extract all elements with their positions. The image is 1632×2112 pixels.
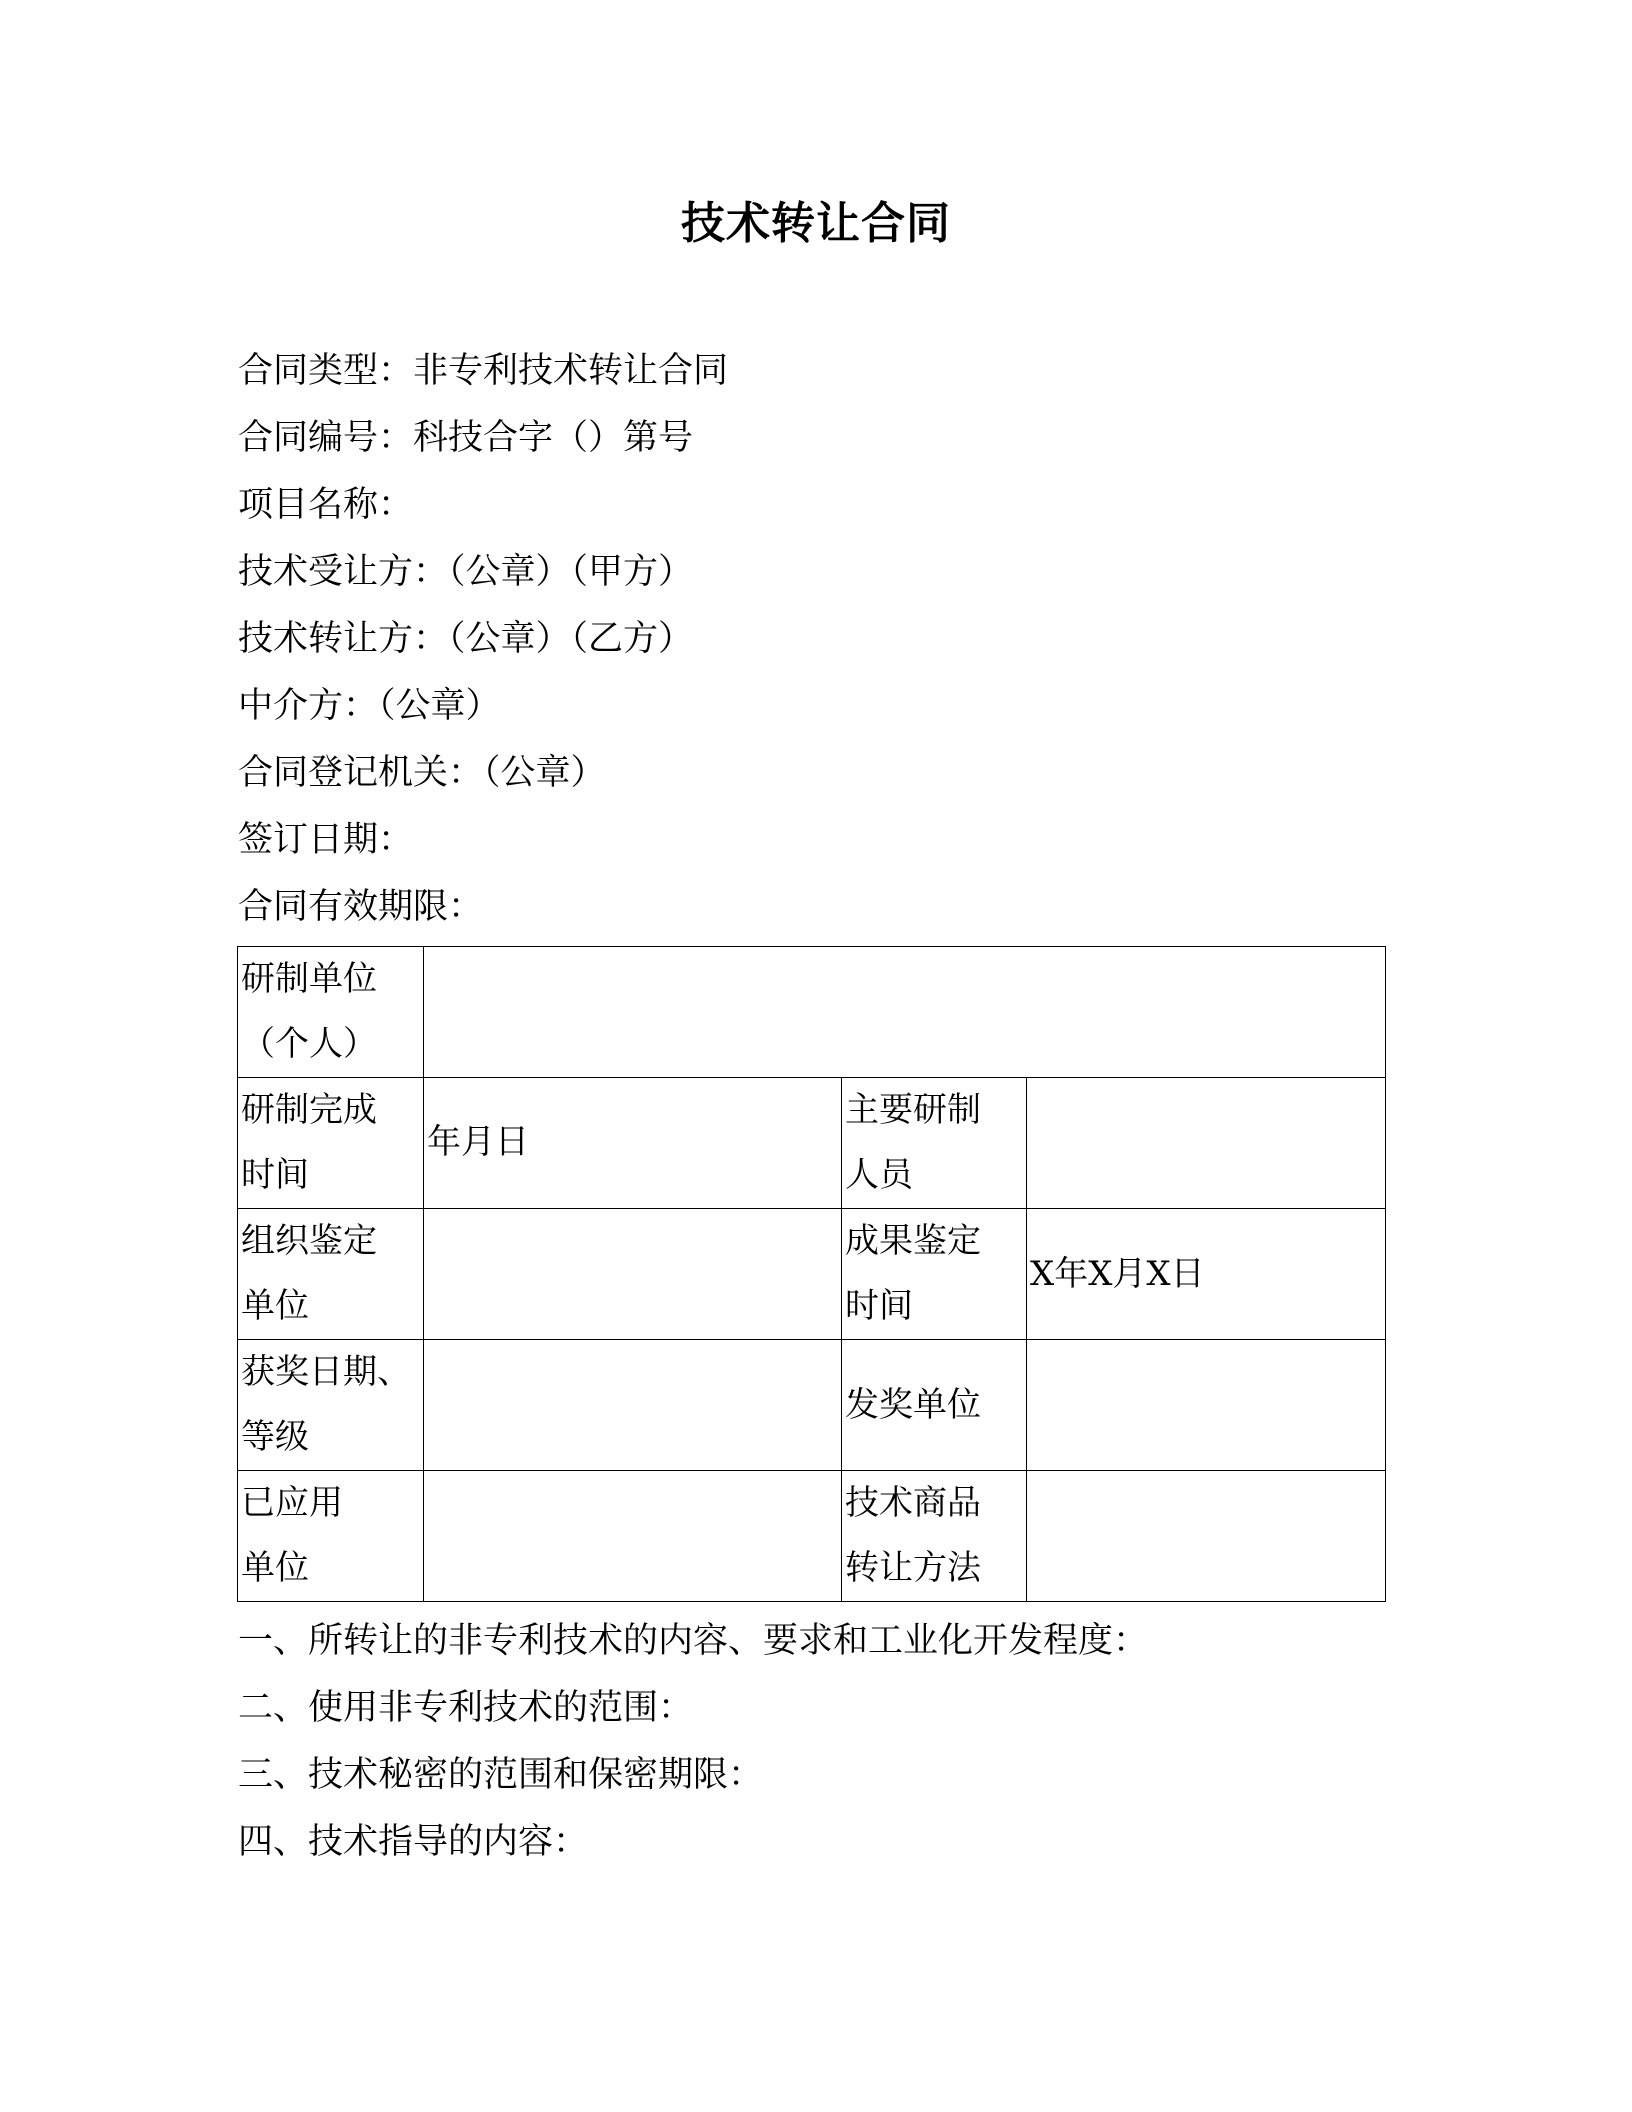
field-validity-period: 合同有效期限：	[238, 887, 484, 927]
table-row	[238, 1340, 1386, 1471]
value-appraisal-time: X年X月X日	[1027, 1209, 1386, 1340]
label-transfer-method-line2: 转让方法	[845, 1548, 981, 1588]
value-applied-units	[424, 1471, 842, 1602]
label-applied-units	[238, 1471, 424, 1602]
field-registration-authority: 合同登记机关：（公章）	[238, 753, 606, 793]
table-row	[238, 947, 1386, 1078]
label-award-date-level-line2: 等级	[241, 1417, 309, 1457]
label-award-date-level-line1: 获奖日期、	[241, 1352, 411, 1392]
project-info-table	[237, 946, 1386, 1602]
table-row	[238, 1078, 1386, 1209]
label-appraisal-org	[238, 1209, 424, 1340]
label-completion-time-line1: 研制完成	[241, 1090, 377, 1130]
label-appraisal-time-line2: 时间	[845, 1286, 913, 1326]
label-completion-time	[238, 1078, 424, 1209]
label-transfer-method-line1: 技术商品	[845, 1483, 981, 1523]
field-transferor: 技术转让方：（公章）（乙方）	[238, 619, 694, 659]
label-appraisal-org-line2: 单位	[241, 1286, 309, 1326]
label-developer	[238, 947, 424, 1078]
value-developer	[424, 947, 1386, 1078]
field-intermediary: 中介方：（公章）	[238, 686, 501, 726]
label-appraisal-time-line1: 成果鉴定	[845, 1221, 981, 1261]
label-main-developers-line1: 主要研制	[845, 1090, 981, 1130]
contract-sections	[238, 1608, 1148, 1876]
section-heading-3: 三、技术秘密的范围和保密期限：	[238, 1755, 764, 1795]
section-heading-4: 四、技术指导的内容：	[238, 1822, 589, 1862]
value-transfer-method	[1027, 1471, 1386, 1602]
section-heading-1: 一、所转让的非专利技术的内容、要求和工业化开发程度：	[238, 1621, 1149, 1661]
field-transferee: 技术受让方：（公章）（甲方）	[238, 552, 694, 592]
label-applied-units-line1: 已应用	[241, 1483, 343, 1523]
table-row	[238, 1209, 1386, 1340]
value-appraisal-org	[424, 1209, 842, 1340]
label-award-org: 发奖单位	[842, 1340, 1027, 1471]
label-appraisal-org-line1: 组织鉴定	[241, 1221, 377, 1261]
value-completion-time: 年月日	[424, 1078, 842, 1209]
contract-fields	[238, 338, 728, 941]
field-signing-date: 签订日期：	[238, 820, 414, 860]
field-contract-number: 合同编号：科技合字（）第号	[238, 418, 694, 458]
label-award-date-level	[238, 1340, 424, 1471]
document-title: 技术转让合同	[681, 198, 951, 249]
table-row	[238, 1471, 1386, 1602]
section-heading-2: 二、使用非专利技术的范围：	[238, 1688, 694, 1728]
field-contract-type: 合同类型：非专利技术转让合同	[238, 351, 729, 391]
label-developer-line2: （个人）	[241, 1024, 377, 1064]
value-award-org	[1027, 1340, 1386, 1471]
label-main-developers-line2: 人员	[845, 1155, 913, 1195]
label-developer-line1: 研制单位	[241, 959, 377, 999]
field-project-name: 项目名称：	[238, 485, 414, 525]
label-applied-units-line2: 单位	[241, 1548, 309, 1588]
label-completion-time-line2: 时间	[241, 1155, 309, 1195]
label-appraisal-time	[842, 1209, 1027, 1340]
value-main-developers	[1027, 1078, 1386, 1209]
label-transfer-method	[842, 1471, 1027, 1602]
label-main-developers	[842, 1078, 1027, 1209]
value-award-date-level	[424, 1340, 842, 1471]
